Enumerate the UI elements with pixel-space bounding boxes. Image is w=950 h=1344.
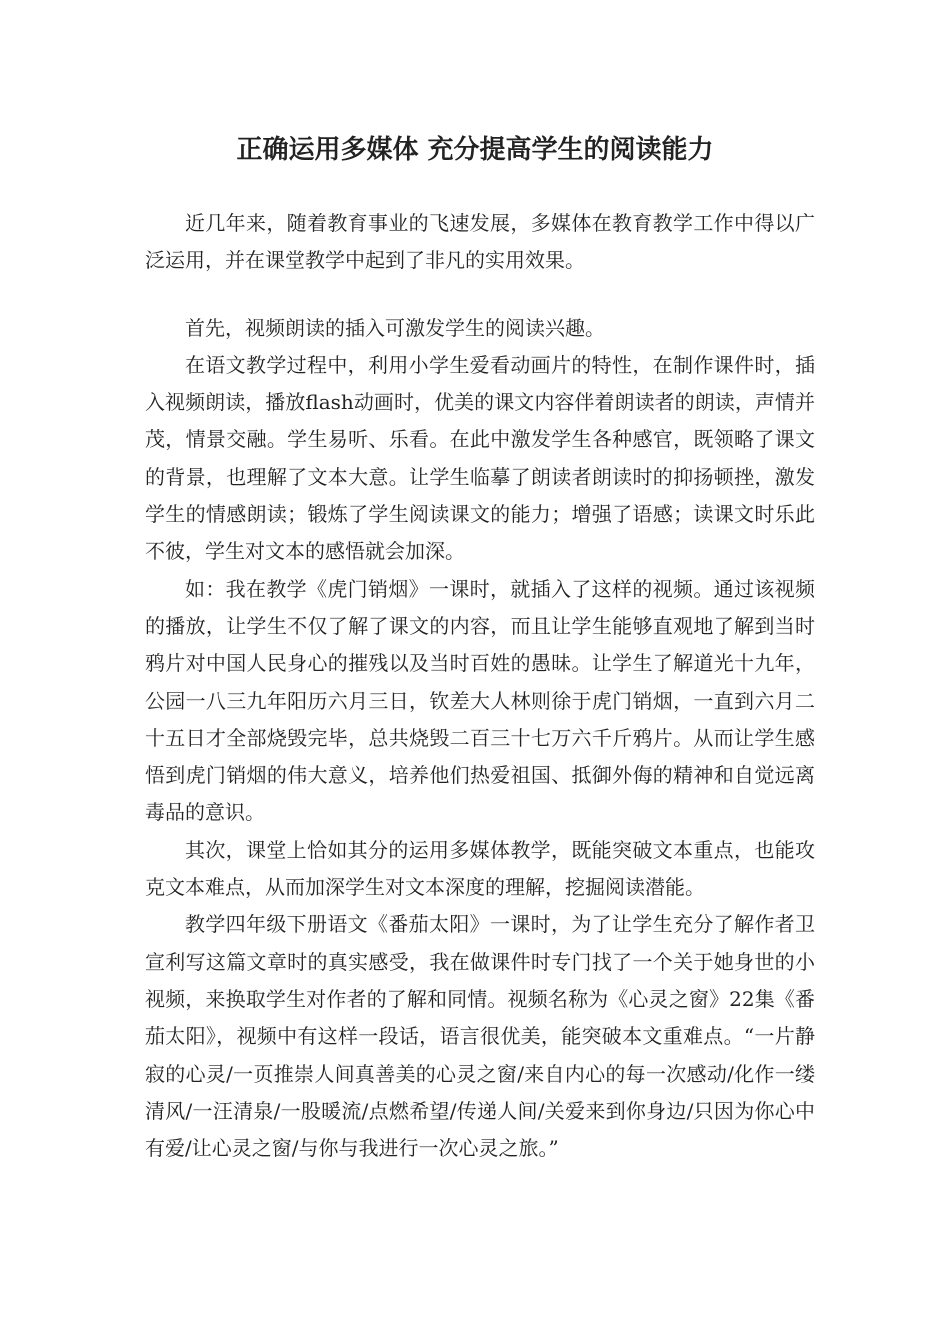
paragraph-point-two: 其次，课堂上恰如其分的运用多媒体教学，既能突破文本重点，也能攻克文本难点，从而加深学生对文本深度的理解，挖掘阅读潜能。 xyxy=(145,837,815,900)
paragraph-example-tomato-sun: 教学四年级下册语文《番茄太阳》一课时，为了让学生充分了解作者卫宣利写这篇文章时的真实感受，我在做课件时专门找了一个关于她身世的小视频，来换取学生对作者的了解和同情。视频名称为《心灵之窗》22集《番茄太阳》，视频中有这样一段话，语言很优美，能突破本文重难点。“一片静寂的心灵/一页推崇人间真善美的心灵之窗/来自内心的每一次感动/化作一缕清风/一汪清泉/一股暖流/点燃希望/传递人间/关爱来到你身边/只因为你心中有爱/让心灵之窗/与你与我进行一次心灵之旅。” xyxy=(145,912,815,1161)
paragraph-example-humen: 如：我在教学《虎门销烟》一课时，就插入了这样的视频。通过该视频的播放，让学生不仅了解了课文的内容，而且让学生能够直观地了解到当时鸦片对中国人民身心的摧残以及当时百姓的愚昧。让学生了解道光十九年，公园一八三九年阳历六月三日，钦差大人林则徐于虎门销烟，一直到六月二十五日才全部烧毁完毕，总共烧毁二百三十七万六千斤鸦片。从而让学生感悟到虎门销烟的伟大意义，培养他们热爱祖国、抵御外侮的精神和自觉远离毒品的意识。 xyxy=(145,576,815,825)
document-body xyxy=(145,205,815,1167)
paragraph-point-one-heading: 首先，视频朗读的插入可激发学生的阅读兴趣。 xyxy=(185,315,605,340)
paragraph-video-reading: 在语文教学过程中，利用小学生爱看动画片的特性，在制作课件时，插入视频朗读，播放flash动画时，优美的课文内容伴着朗读者的朗读，声情并茂，情景交融。学生易听、乐看。在此中激发学生各种感官，既领略了课文的背景，也理解了文本大意。让学生临摹了朗读者朗读时的抑扬顿挫，激发学生的情感朗读；锻炼了学生阅读课文的能力；增强了语感；读课文时乐此不彼，学生对文本的感悟就会加深。 xyxy=(145,352,815,564)
document-title: 正确运用多媒体 充分提高学生的阅读能力 xyxy=(236,135,714,165)
paragraph-intro: 近几年来，随着教育事业的飞速发展，多媒体在教育教学工作中得以广泛运用，并在课堂教学中起到了非凡的实用效果。 xyxy=(145,211,815,273)
